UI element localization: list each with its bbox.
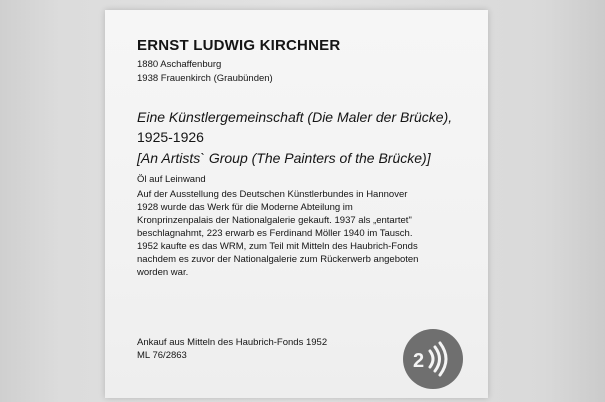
artist-death: 1938 Frauenkirch (Graubünden): [137, 73, 273, 84]
provenance-line: nachdem es zuvor der Nationalgalerie zum Rückerwerb angeboten: [137, 254, 419, 265]
artwork-medium: Öl auf Leinwand: [137, 174, 206, 185]
provenance-line: 1952 kaufte es das WRM, zum Teil mit Mitteln des Haubrich-Fonds: [137, 241, 418, 252]
artwork-title-german: Eine Künstlergemeinschaft (Die Maler der Brücke),: [137, 109, 453, 125]
artwork-year: 1925-1926: [137, 129, 204, 145]
provenance-line: Kronprinzenpalais der Nationalgalerie gekauft. 1937 als „entartet": [137, 215, 412, 226]
museum-label-card: [105, 10, 488, 398]
acquisition-info: [137, 336, 327, 362]
provenance-line: worden war.: [137, 267, 189, 278]
provenance-line: 1928 wurde das Werk für die Moderne Abteilung im: [137, 202, 353, 213]
provenance-line: beschlagnahmt, 223 erwarb es Ferdinand Möller 1940 im Tausch.: [137, 228, 413, 239]
artist-birth: 1880 Aschaffenburg: [137, 59, 222, 70]
provenance-line: Auf der Ausstellung des Deutschen Künstlerbundes in Hannover: [137, 189, 408, 200]
artwork-title-english: [An Artists` Group (The Painters of the Brücke)]: [137, 150, 431, 166]
artist-name: ERNST LUDWIG KIRCHNER: [137, 37, 341, 54]
inventory-number: ML 76/2863: [137, 350, 187, 361]
provenance-text: [137, 188, 477, 279]
audio-guide-icon: [411, 341, 455, 377]
credit-line: Ankauf aus Mitteln des Haubrich-Fonds 1952: [137, 337, 328, 348]
audio-guide-badge[interactable]: [403, 329, 463, 389]
audio-guide-number: 2: [413, 350, 425, 372]
